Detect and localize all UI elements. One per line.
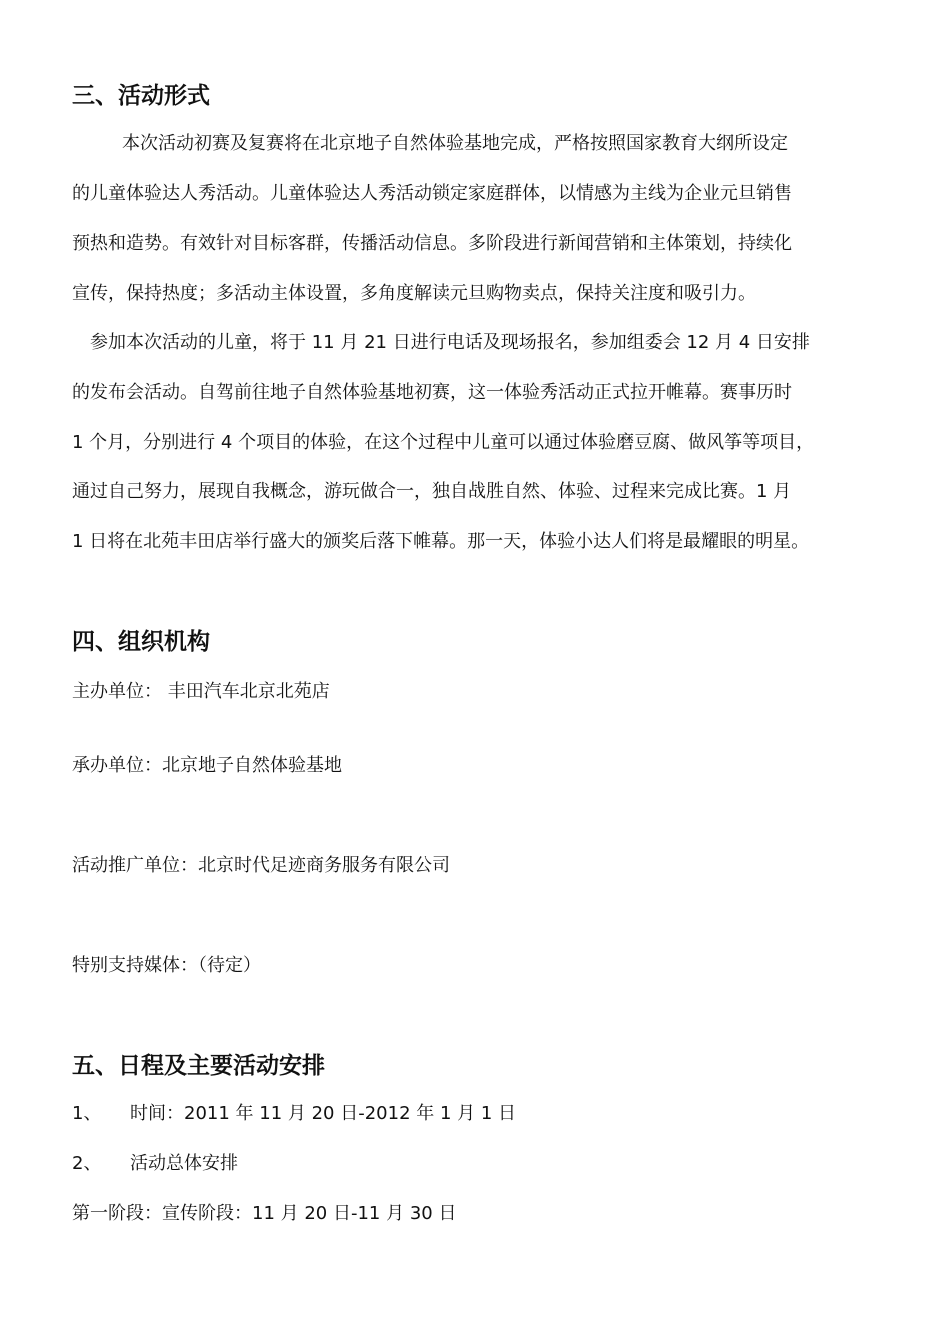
paragraph-line: 本次活动初赛及复赛将在北京地子自然体验基地完成，严格按照国家教育大纲所设定	[122, 133, 788, 154]
section-title-activity-form: 三、活动形式	[72, 83, 210, 109]
org-media: 特别支持媒体：（待定）	[72, 955, 261, 976]
list-number: 2、	[72, 1153, 102, 1174]
org-organizer: 承办单位：北京地子自然体验基地	[72, 755, 342, 776]
schedule-item	[72, 1150, 238, 1178]
paragraph-line: 参加本次活动的儿童，将于 11 月 21 日进行电话及现场报名，参加组委会 12 月 4 日安排	[90, 332, 810, 353]
paragraph-line: 宣传，保持热度；多活动主体设置，多角度解读元旦购物卖点，保持关注度和吸引力。	[72, 283, 756, 304]
section-title-organization: 四、组织机构	[72, 629, 210, 655]
paragraph-line: 的发布会活动。自驾前往地子自然体验基地初赛，这一体验秀活动正式拉开帷幕。赛事历时	[72, 382, 792, 403]
paragraph-line: 预热和造势。有效针对目标客群，传播活动信息。多阶段进行新闻营销和主体策划，持续化	[72, 233, 792, 254]
paragraph-line: 的儿童体验达人秀活动。儿童体验达人秀活动锁定家庭群体，以情感为主线为企业元旦销售	[72, 183, 792, 204]
org-promoter: 活动推广单位：北京时代足迹商务服务有限公司	[72, 855, 450, 876]
schedule-phase-1: 第一阶段：宣传阶段：11 月 20 日-11 月 30 日	[72, 1203, 457, 1224]
schedule-item-text: 时间：2011 年 11 月 20 日-2012 年 1 月 1 日	[130, 1103, 517, 1124]
org-host: 主办单位： 丰田汽车北京北苑店	[72, 681, 330, 702]
section-title-schedule: 五、日程及主要活动安排	[72, 1053, 325, 1079]
paragraph-line: 1 个月，分别进行 4 个项目的体验，在这个过程中儿童可以通过体验磨豆腐、做风筝等项目，	[72, 432, 815, 453]
schedule-item	[72, 1100, 516, 1128]
list-number: 1、	[72, 1103, 102, 1124]
paragraph-line: 1 日将在北苑丰田店举行盛大的颁奖后落下帷幕。那一天，体验小达人们将是最耀眼的明星。	[72, 531, 810, 552]
paragraph-line: 通过自己努力，展现自我概念，游玩做合一，独自战胜自然、体验、过程来完成比赛。1 月	[72, 481, 792, 502]
schedule-item-text: 活动总体安排	[130, 1153, 238, 1174]
